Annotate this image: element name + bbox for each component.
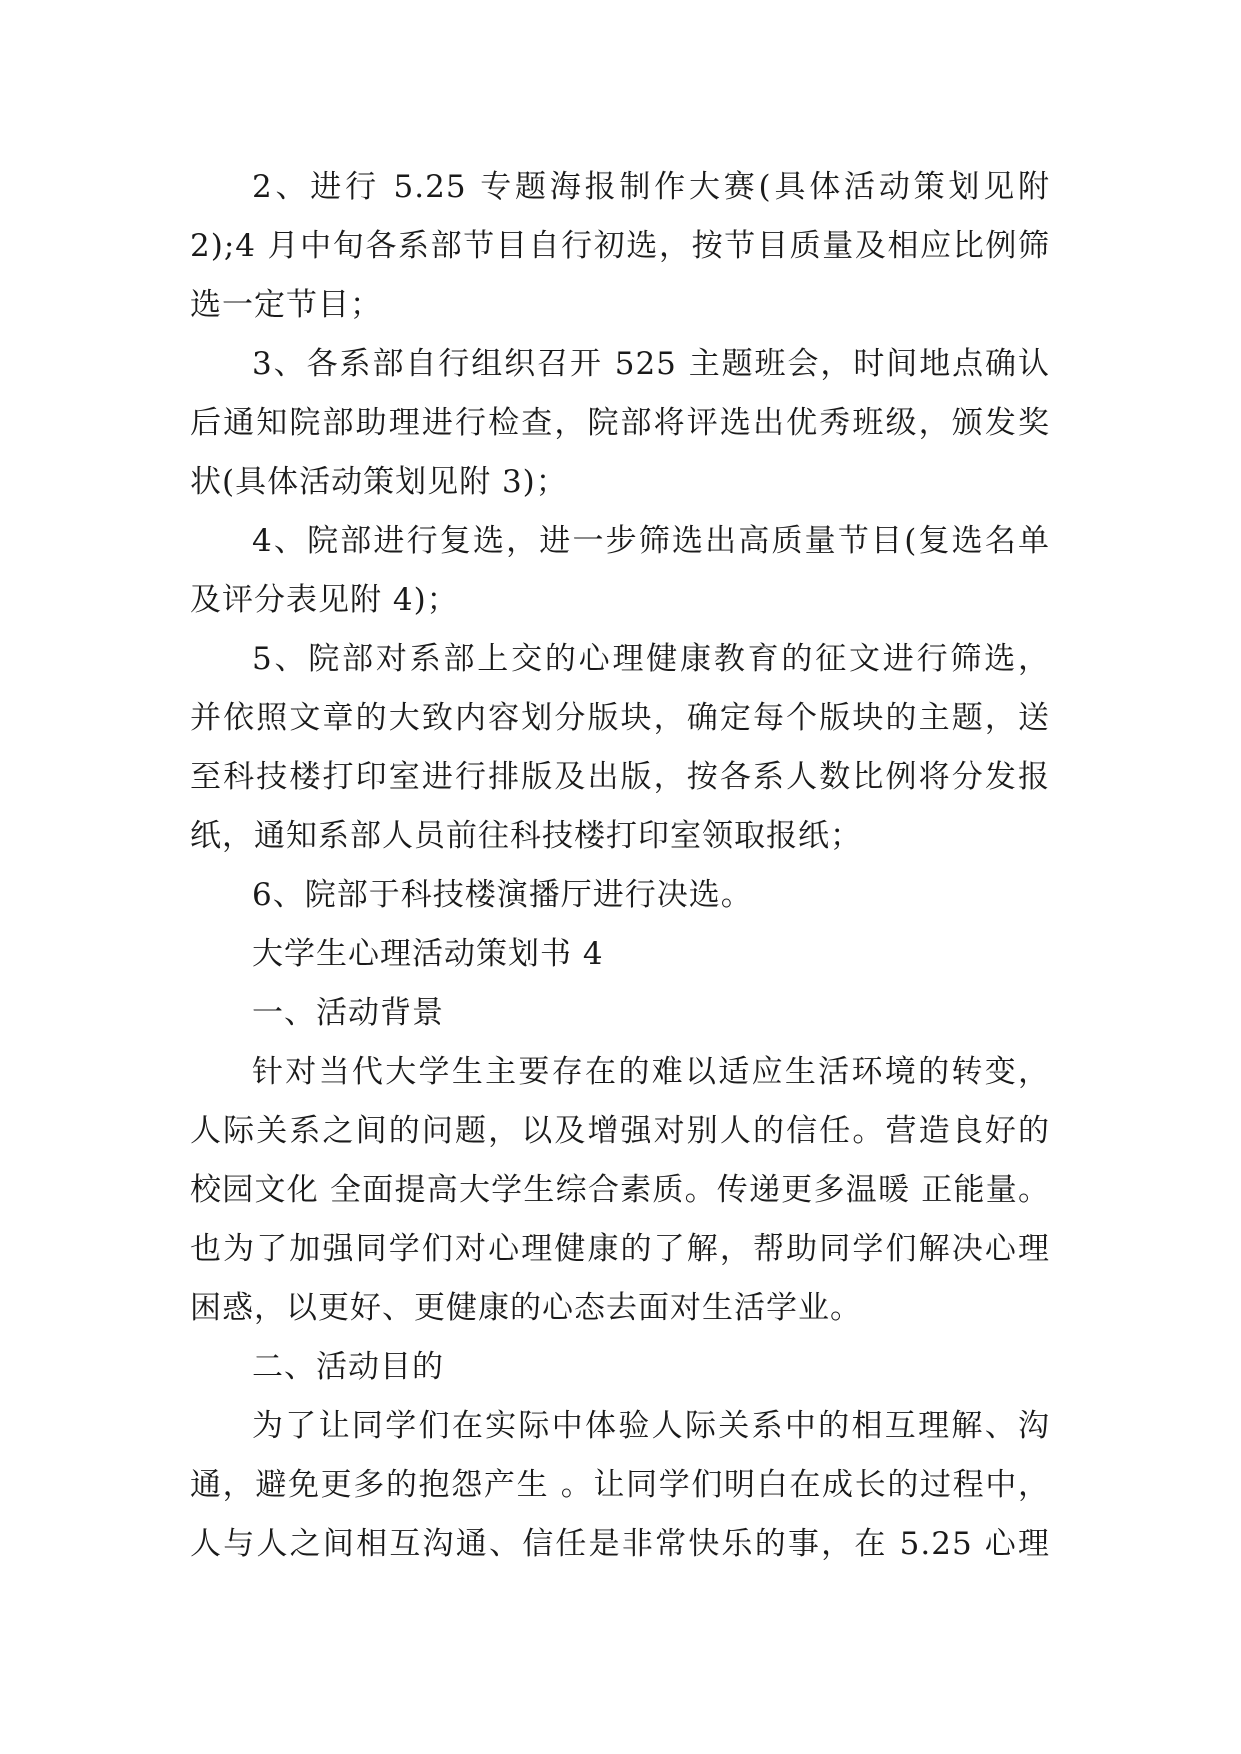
text-line: 及评分表见附 4)； [190, 582, 459, 618]
text-line: 后通知院部助理进行检查，院部将评选出优秀班级，颁发奖 [190, 405, 1050, 441]
text-line: 6、院部于科技楼演播厅进行决选。 [252, 877, 753, 913]
text-line: 也为了加强同学们对心理健康的了解，帮助同学们解决心理 [190, 1231, 1050, 1267]
text-line: 为了让同学们在实际中体验人际关系中的相互理解、沟 [252, 1408, 1050, 1444]
section-heading: 二、活动目的 [252, 1349, 444, 1385]
text-line: 人与人之间相互沟通、信任是非常快乐的事，在 5.25 心理 [190, 1526, 1050, 1562]
text-line: 困惑，以更好、更健康的心态去面对生活学业。 [190, 1290, 862, 1326]
text-line: 通，避免更多的抱怨产生 。让同学们明白在成长的过程中， [190, 1467, 1050, 1503]
text-line: 2);4 月中旬各系部节目自行初选，按节目质量及相应比例筛 [190, 228, 1050, 264]
text-line: 3、各系部自行组织召开 525 主题班会，时间地点确认 [252, 346, 1050, 382]
text-line: 校园文化 全面提高大学生综合素质。传递更多温暖 正能量。 [190, 1172, 1050, 1208]
text-line: 2、进行 5.25 专题海报制作大赛(具体活动策划见附 [252, 169, 1050, 205]
text-line: 人际关系之间的问题，以及增强对别人的信任。营造良好的 [190, 1113, 1050, 1149]
text-line: 至科技楼打印室进行排版及出版，按各系人数比例将分发报 [190, 759, 1050, 795]
text-line: 状(具体活动策划见附 3)； [190, 464, 568, 500]
text-line: 选一定节目； [190, 287, 382, 323]
text-line: 4、院部进行复选，进一步筛选出高质量节目(复选名单 [252, 523, 1050, 559]
text-line: 5、院部对系部上交的心理健康教育的征文进行筛选， [252, 641, 1050, 677]
section-heading: 大学生心理活动策划书 4 [252, 936, 604, 972]
text-line: 纸，通知系部人员前往科技楼打印室领取报纸； [190, 818, 862, 854]
document-page [190, 158, 1050, 1574]
text-line: 针对当代大学生主要存在的难以适应生活环境的转变， [252, 1054, 1050, 1090]
text-line: 并依照文章的大致内容划分版块，确定每个版块的主题，送 [190, 700, 1050, 736]
section-heading: 一、活动背景 [252, 995, 444, 1031]
